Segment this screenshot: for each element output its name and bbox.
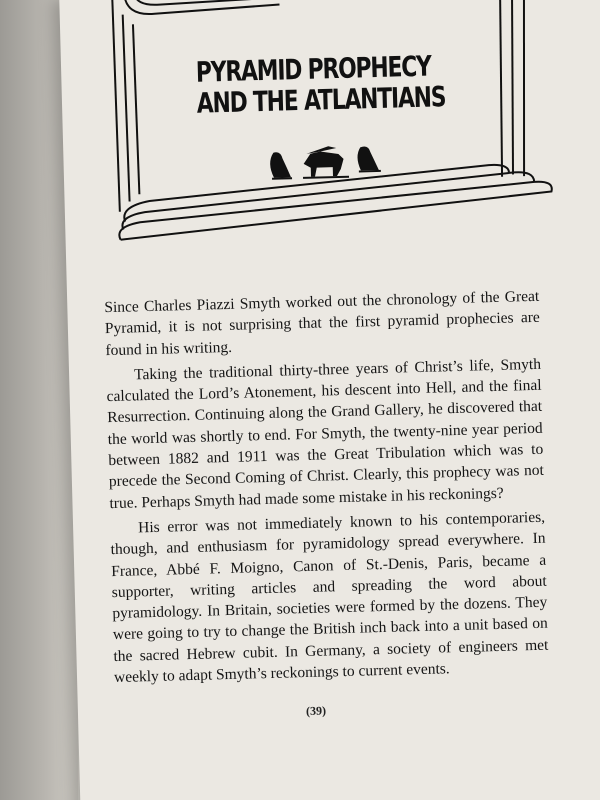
paragraph-3: His error was not immediately known to his contemporaries, though, and enthusiasm for pyramidology spread everywhere. In France, Abbé F. Moigno, Canon of St.-Denis, Paris, became a supporter, writing articles and spreading the word about pyramidology. In Britain, societies were formed by the dozens. They were going to try to change the British inch back into a unit based on the sacred Hebrew cubit. In Germany, a society of engineers met weekly to adapt Smyth’s reckonings to current events.: [110, 508, 549, 687]
chapter-title-line-1: PYRAMID PROPHECY: [195, 49, 432, 89]
paragraph-2: Taking the traditional thirty-three years of Christ’s life, Smyth calculated the Lord’s Atonement, his descent into Hell, and the final Resurrection. Continuing along the Grand Gallery, he discovered that the world was shortly to end. For Smyth, the twenty-nine year period between 1882 and 1911 was the Great Tribulation which was to precede the Second Coming of Christ. Clearly, this prophecy was not true. Perhaps Smyth had made some mistake in his reckonings?: [106, 355, 544, 512]
hieroglyph-ornaments: [270, 145, 381, 180]
paragraph-1: Since Charles Piazzi Smyth worked out the chronology of the Great Pyramid, it is not surprising that the first pyramid prophecies are found in his writing.: [104, 287, 540, 359]
book-page: [59, 0, 600, 800]
chapter-body: [104, 286, 549, 689]
bird-hieroglyph-icon: [357, 146, 381, 172]
chapter-title: [195, 49, 446, 120]
animal-hieroglyph-icon: [302, 146, 349, 179]
decorative-frame: [84, 0, 560, 248]
page-number: (39): [305, 703, 327, 719]
bird-hieroglyph-icon: [270, 152, 292, 180]
chapter-title-line-2: AND THE ATLANTIANS: [196, 80, 446, 120]
